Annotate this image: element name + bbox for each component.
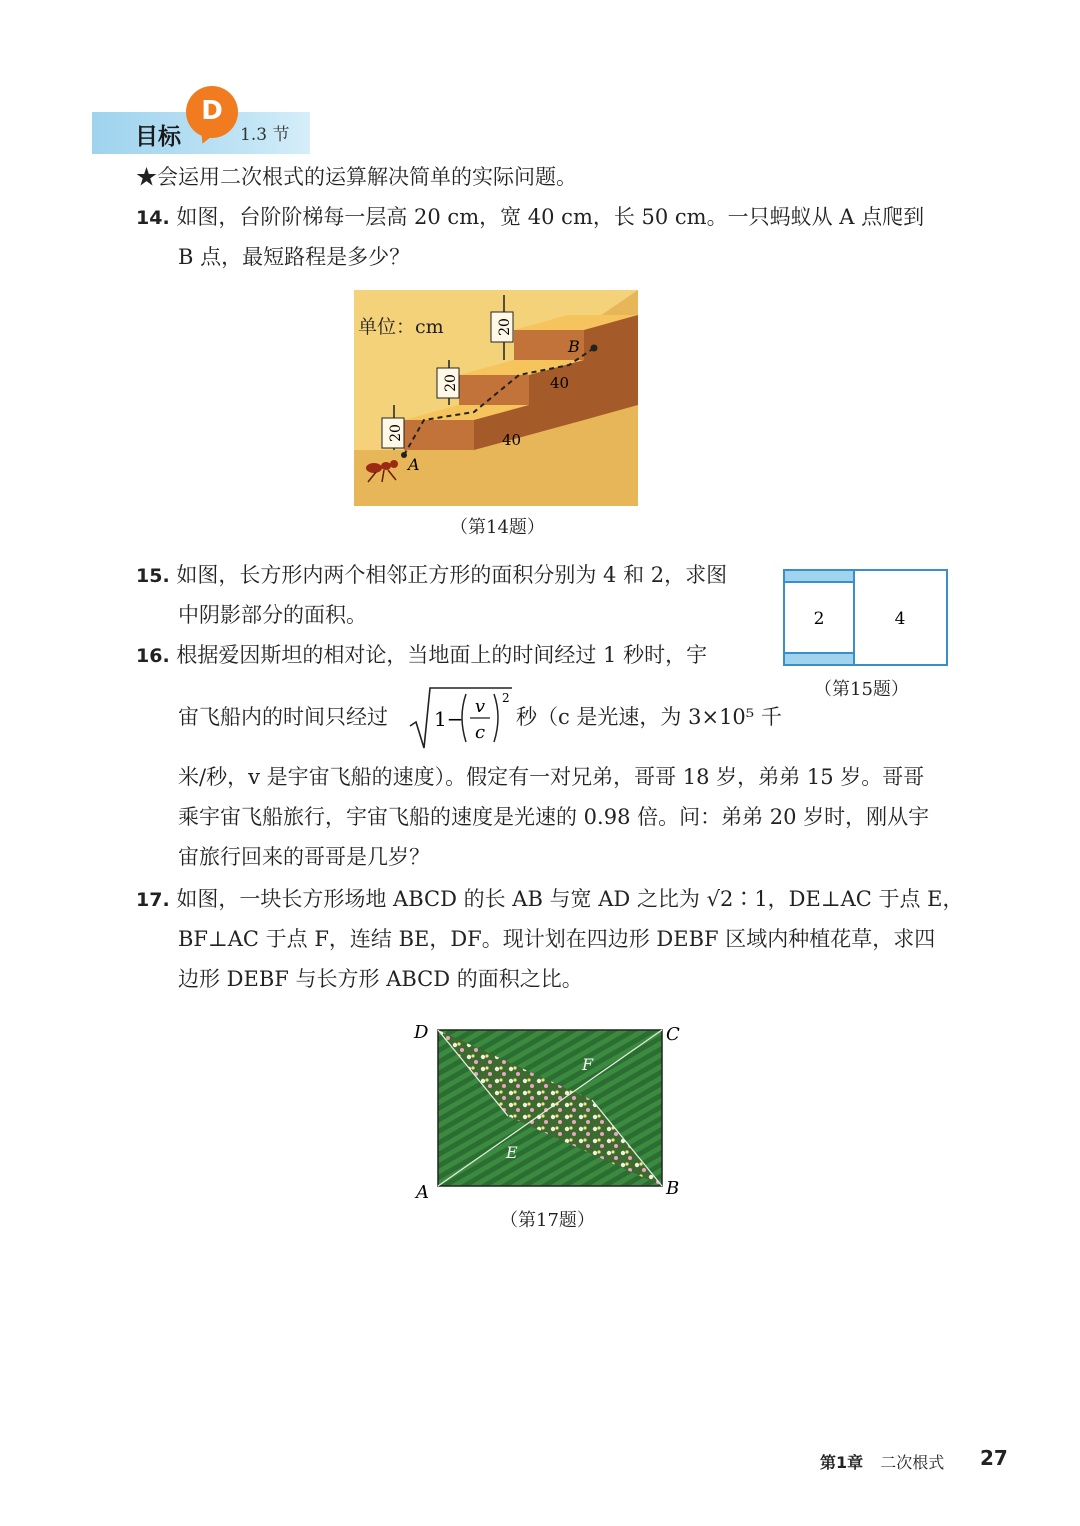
q16-line3: 米/秒，v 是宇宙飞船的速度）。假定有一对兄弟，哥哥 18 岁，弟弟 15 岁。哥哥: [178, 765, 925, 789]
q14-text1: 如图，台阶阶梯每一层高 20 cm，宽 40 cm，长 50 cm。一只蚂蚁从 A 点爬到: [176, 205, 925, 229]
dim-height-3-label: 20: [497, 318, 513, 336]
q17-caption: （第17题）: [500, 1210, 595, 1231]
section-ref: 1.3 节: [240, 125, 290, 145]
field-figure: [410, 1018, 686, 1206]
point-b-label: B: [568, 337, 580, 356]
relativity-formula: [408, 682, 514, 752]
q15-line1: [136, 560, 727, 591]
objective-title: 目标: [135, 124, 181, 150]
label-d: D: [414, 1022, 429, 1043]
formula-one-minus: 1−: [434, 707, 464, 731]
q15-text1: 如图，长方形内两个相邻正方形的面积分别为 4 和 2，求图: [176, 563, 728, 587]
q15-line2: 中阴影部分的面积。: [178, 603, 367, 627]
q16-line2-pre: 宙飞船内的时间只经过: [178, 705, 388, 729]
label-f: F: [582, 1055, 594, 1074]
q17-number: 17.: [136, 889, 170, 911]
label-c: C: [666, 1024, 680, 1045]
q14-caption: （第14题）: [450, 517, 545, 538]
q16-line2-post: 秒（c 是光速，为 3×10⁵ 千: [516, 705, 782, 729]
footer-chapter-title: 二次根式: [880, 1453, 945, 1472]
objective-badge: D: [186, 86, 238, 138]
small-square-label: 2: [813, 609, 825, 629]
q17-line2: BF⊥AC 于点 F，连结 BE，DF。现计划在四边形 DEBF 区域内种植花草，求四: [178, 927, 936, 951]
dim-height-1-label: 20: [388, 424, 404, 442]
formula-exponent: 2: [502, 691, 510, 705]
footer-chapter: [820, 1450, 944, 1473]
q16-text1: 根据爱因斯坦的相对论，当地面上的时间经过 1 秒时，宇: [176, 643, 708, 667]
q17-line3: 边形 DEBF 与长方形 ABCD 的面积之比。: [178, 967, 583, 991]
objective-text: ★会运用二次根式的运算解决简单的实际问题。: [136, 165, 577, 189]
formula-c: c: [474, 722, 486, 743]
q17-line1: [136, 884, 964, 915]
q17-text1: 如图，一块长方形场地 ABCD 的长 AB 与宽 AD 之比为 √2∶1，DE⊥AC 于点 E，: [176, 887, 964, 911]
q16-number: 16.: [136, 645, 170, 667]
q15-number: 15.: [136, 565, 170, 587]
large-square-label: 4: [894, 609, 906, 629]
formula-v: v: [474, 696, 486, 717]
q14-line1: [136, 202, 924, 233]
page-number: 27: [980, 1446, 1008, 1470]
dim-width-2-label: 40: [550, 374, 570, 392]
dim-height-2-label: 20: [443, 374, 459, 392]
squares-figure: [783, 569, 949, 667]
q16-line1: [136, 640, 707, 671]
q16-line4: 乘宇宙飞船旅行，宇宙飞船的速度是光速的 0.98 倍。问：弟弟 20 岁时，刚从宇: [178, 805, 930, 829]
label-a: A: [416, 1182, 429, 1203]
unit-label: 单位：cm: [358, 316, 444, 338]
dim-width-1-label: 40: [502, 431, 522, 449]
q16-line5: 宙旅行回来的哥哥是几岁？: [178, 845, 430, 869]
footer-chapter-num: 第1章: [820, 1453, 864, 1472]
point-a-label: A: [408, 455, 420, 474]
q14-line2: B 点，最短路程是多少？: [178, 245, 411, 269]
q15-caption: （第15题）: [814, 679, 909, 700]
label-b: B: [666, 1178, 680, 1199]
q14-number: 14.: [136, 207, 170, 229]
label-e: E: [506, 1143, 518, 1162]
